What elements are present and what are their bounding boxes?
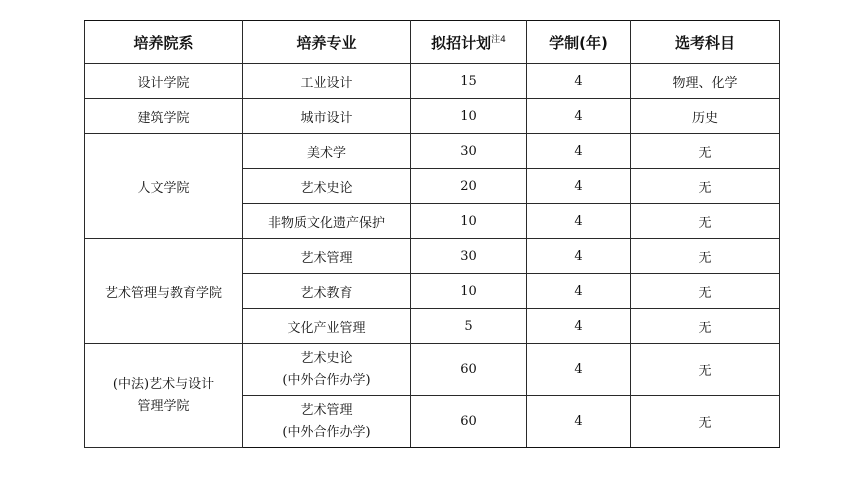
major-cell: 非物质文化遗产保护 <box>243 204 411 239</box>
major-cell <box>243 396 411 448</box>
major-cell: 美术学 <box>243 134 411 169</box>
department-name-line: 管理学院 <box>137 398 190 414</box>
header-department: 培养院系 <box>85 21 243 64</box>
department-name-line: (中法)艺术与设计 <box>112 376 215 392</box>
duration-cell: 4 <box>527 169 631 204</box>
subjects-cell: 历史 <box>631 99 780 134</box>
header-plan: 拟招计划$^{注4}$ <box>411 21 527 64</box>
duration-cell: 4 <box>527 239 631 274</box>
table-row <box>85 239 780 274</box>
duration-cell: 4 <box>527 396 631 448</box>
subjects-cell: 无 <box>631 309 780 344</box>
header-duration: 学制(年) <box>527 21 631 64</box>
plan-cell: 10 <box>411 99 527 134</box>
major-cell <box>243 344 411 396</box>
duration-cell: 4 <box>527 309 631 344</box>
subjects-cell: 无 <box>631 134 780 169</box>
table-row <box>85 344 780 396</box>
major-cell: 艺术管理 <box>243 239 411 274</box>
plan-cell: 30 <box>411 134 527 169</box>
plan-cell: 10 <box>411 274 527 309</box>
table-row <box>85 99 780 134</box>
major-cell: 城市设计 <box>243 99 411 134</box>
subjects-cell: 无 <box>631 239 780 274</box>
table-row <box>85 64 780 99</box>
duration-cell: 4 <box>527 274 631 309</box>
duration-cell: 4 <box>527 64 631 99</box>
header-subjects: 选考科目 <box>631 21 780 64</box>
header-row <box>85 21 780 64</box>
plan-cell: 60 <box>411 344 527 396</box>
subjects-cell: 无 <box>631 169 780 204</box>
department-cell <box>85 344 243 448</box>
subjects-cell: 无 <box>631 204 780 239</box>
major-name: 艺术史论 <box>300 350 353 366</box>
department-cell: 建筑学院 <box>85 99 243 134</box>
duration-cell: 4 <box>527 204 631 239</box>
admissions-table-container <box>84 20 780 448</box>
plan-cell: 10 <box>411 204 527 239</box>
subjects-cell: 无 <box>631 274 780 309</box>
header-plan-note: 注4 <box>491 34 506 45</box>
department-cell: 人文学院 <box>85 134 243 239</box>
subjects-cell: 物理、化学 <box>631 64 780 99</box>
major-note: (中外合作办学) <box>282 424 371 440</box>
plan-cell: 20 <box>411 169 527 204</box>
major-cell: 文化产业管理 <box>243 309 411 344</box>
plan-cell: 5 <box>411 309 527 344</box>
duration-cell: 4 <box>527 99 631 134</box>
major-cell: 工业设计 <box>243 64 411 99</box>
department-cell: 艺术管理与教育学院 <box>85 239 243 344</box>
plan-cell: 15 <box>411 64 527 99</box>
major-note: (中外合作办学) <box>282 372 371 388</box>
admissions-table <box>84 20 780 448</box>
header-major: 培养专业 <box>243 21 411 64</box>
plan-cell: 60 <box>411 396 527 448</box>
duration-cell: 4 <box>527 344 631 396</box>
duration-cell: 4 <box>527 134 631 169</box>
table-row <box>85 134 780 169</box>
subjects-cell: 无 <box>631 396 780 448</box>
major-cell: 艺术史论 <box>243 169 411 204</box>
major-name: 艺术管理 <box>300 402 353 418</box>
department-cell: 设计学院 <box>85 64 243 99</box>
plan-cell: 30 <box>411 239 527 274</box>
major-cell: 艺术教育 <box>243 274 411 309</box>
subjects-cell: 无 <box>631 344 780 396</box>
